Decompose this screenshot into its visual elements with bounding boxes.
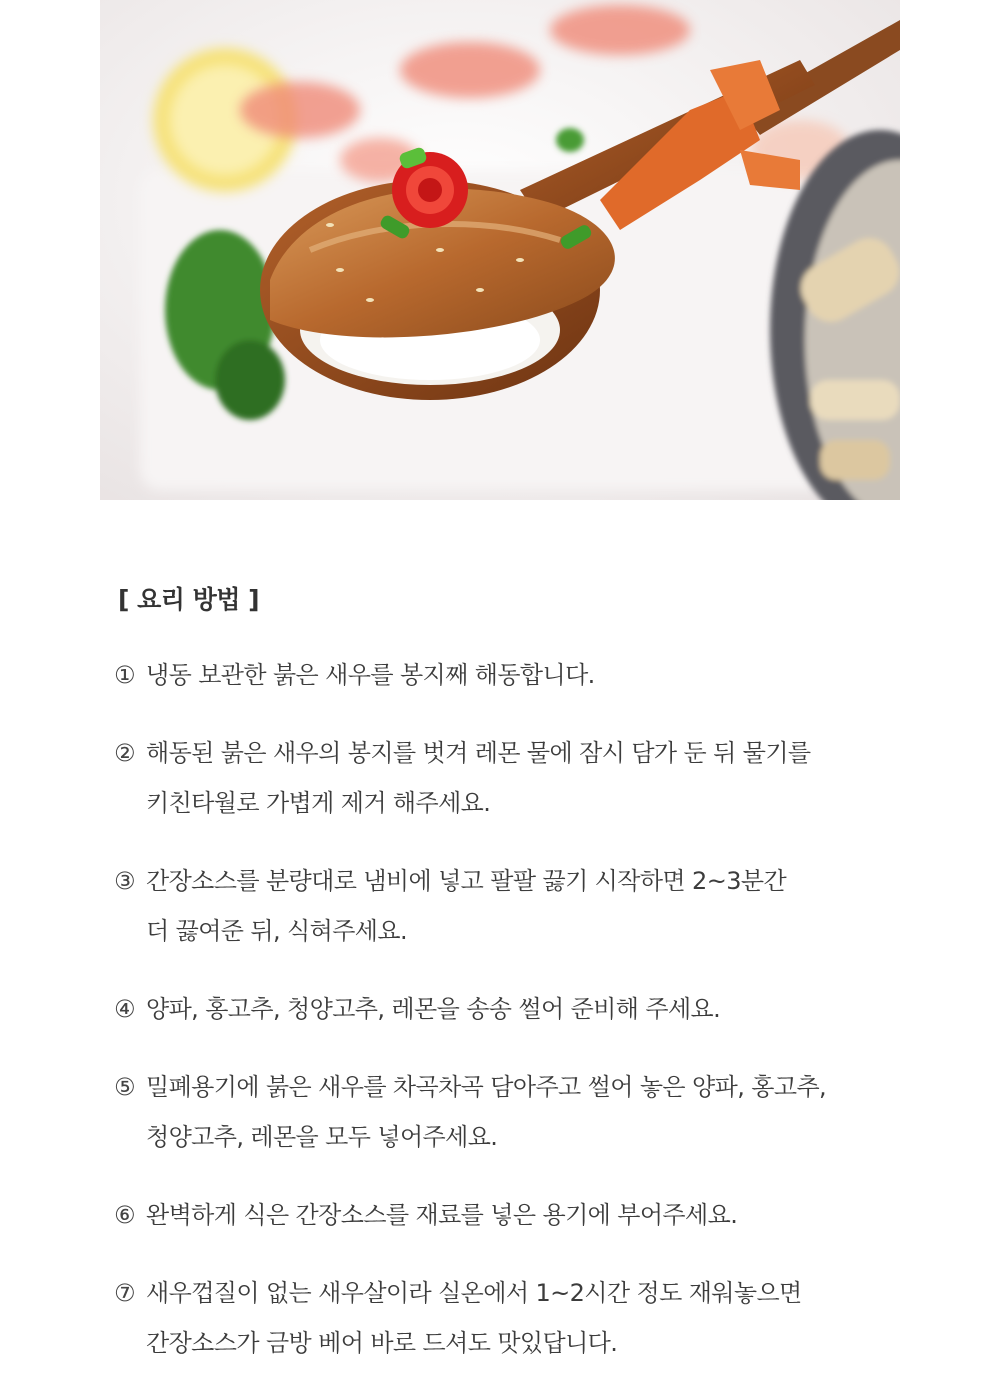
step-text: 양파, 홍고추, 청양고추, 레몬을 송송 썰어 준비해 주세요. xyxy=(146,995,721,1023)
recipe-step-7 xyxy=(114,1268,914,1368)
step-text: 해동된 붉은 새우의 봉지를 벗겨 레몬 물에 잠시 담가 둔 뒤 물기를 키친타월로 가볍게 제거 해주세요. xyxy=(146,739,811,817)
step-number: ② xyxy=(114,739,136,767)
step-text: 간장소스를 분량대로 냄비에 넣고 팔팔 끓기 시작하면 2~3분간 더 끓여준 뒤, 식혀주세요. xyxy=(146,867,787,945)
step-number: ⑤ xyxy=(114,1073,136,1101)
step-number: ③ xyxy=(114,867,136,895)
step-text: 밀폐용기에 붉은 새우를 차곡차곡 담아주고 썰어 놓은 양파, 홍고추, 청양고추, 레몬을 모두 넣어주세요. xyxy=(146,1073,827,1151)
recipe-step-6 xyxy=(114,1190,914,1240)
recipe-step-3 xyxy=(114,856,914,956)
recipe-step-5 xyxy=(114,1062,914,1162)
step-text: 냉동 보관한 붉은 새우를 봉지째 해동합니다. xyxy=(146,661,595,689)
step-number: ④ xyxy=(114,995,136,1023)
recipe-step-1 xyxy=(114,650,914,700)
step-text: 완벽하게 식은 간장소스를 재료를 넣은 용기에 부어주세요. xyxy=(146,1201,738,1229)
recipe-title: [ 요리 방법 ] xyxy=(118,585,260,614)
recipe-step-2 xyxy=(114,728,914,828)
food-photo xyxy=(100,0,900,500)
step-number: ⑥ xyxy=(114,1201,136,1229)
step-number: ⑦ xyxy=(114,1279,136,1307)
recipe-steps xyxy=(114,650,914,1396)
step-number: ① xyxy=(114,661,136,689)
recipe-step-4 xyxy=(114,984,914,1034)
step-text: 새우껍질이 없는 새우살이라 실온에서 1~2시간 정도 재워놓으면 간장소스가 금방 베어 바로 드셔도 맛있답니다. xyxy=(146,1279,802,1357)
